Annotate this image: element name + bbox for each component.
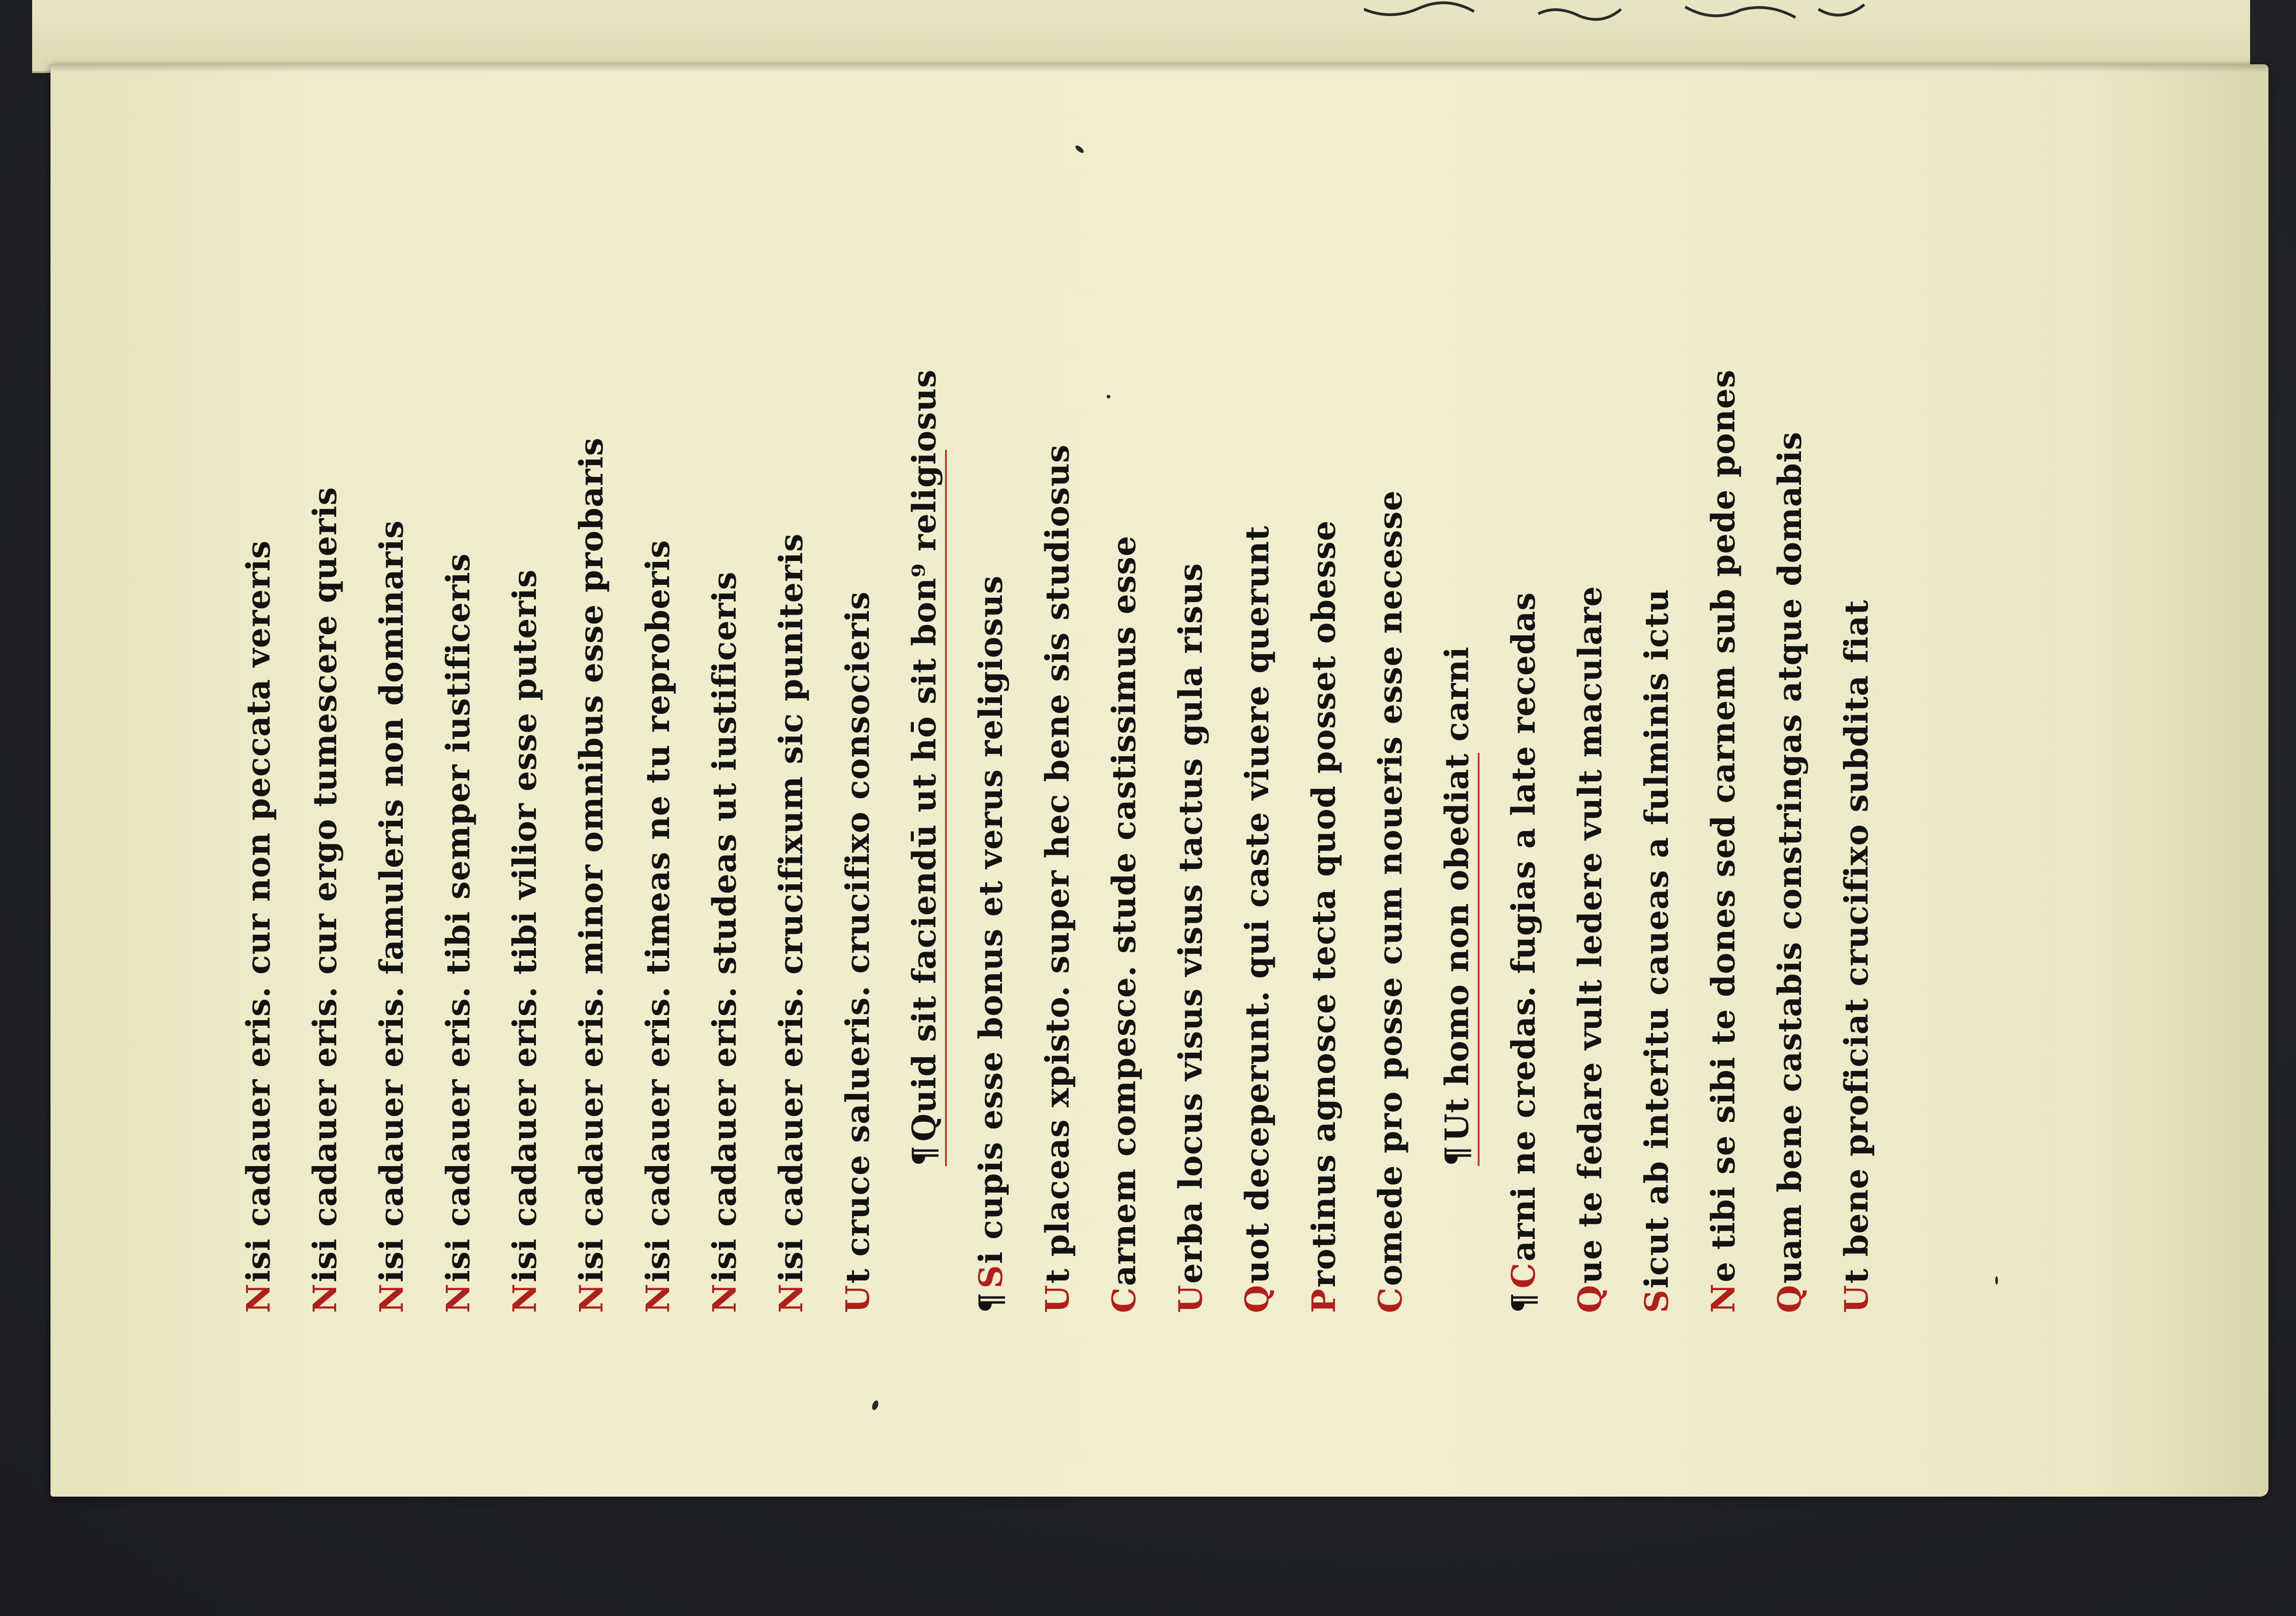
- text-line: [625, 340, 691, 1313]
- book-page: [51, 64, 2268, 1497]
- line-text: t cruce salueris. crucifixo consocieris: [838, 591, 877, 1284]
- text-line: [1157, 340, 1224, 1313]
- text-line: [1823, 340, 1890, 1313]
- rubricated-initial: U: [1038, 1284, 1076, 1313]
- line-text: isi cadauer eris. minor omnibus esse probaris: [572, 437, 610, 1283]
- rubricated-initial: C: [1105, 1287, 1143, 1313]
- rubricated-initial: U: [1171, 1284, 1210, 1313]
- pilcrow-icon: ¶: [1504, 1292, 1542, 1313]
- line-text: arni ne credas. fugias a late recedas: [1504, 592, 1542, 1262]
- line-text: arnem compesce. stude castissimus esse: [1105, 535, 1143, 1286]
- rubricated-initial: N: [439, 1283, 477, 1313]
- line-text: i cupis esse bonus et verus religiosus: [972, 575, 1010, 1264]
- line-text: Ut homo non obediat carni: [1438, 646, 1476, 1142]
- section-heading: [891, 340, 957, 1313]
- line-text: isi cadauer eris. famuleris non dominaris: [372, 520, 411, 1283]
- text-line: [1557, 340, 1623, 1313]
- handwritten-scribble: [1364, 0, 1869, 28]
- rubricated-initial: S: [1638, 1289, 1676, 1313]
- ink-speck: [1074, 144, 1085, 154]
- line-text: rotinus agnosce tecta quod posset obesse: [1305, 520, 1343, 1288]
- ink-speck: [1995, 1276, 1998, 1285]
- line-text: erba locus visus visus tactus gula risus: [1171, 562, 1210, 1284]
- line-text: isi cadauer eris. cur ergo tumescere queris: [306, 487, 344, 1283]
- rubricated-initial: Q: [1238, 1285, 1276, 1313]
- line-text: uam bene castabis constringas atque domabis: [1771, 431, 1809, 1284]
- text-line: [691, 340, 758, 1313]
- text-line: [957, 340, 1024, 1313]
- text-line: [292, 340, 358, 1313]
- red-underline: [945, 450, 947, 1166]
- rubricated-initial: N: [239, 1283, 277, 1313]
- line-text: omede pro posse cum noueris esse necesse: [1371, 490, 1409, 1286]
- pilcrow-icon: ¶: [905, 1145, 943, 1166]
- text-line: [1756, 340, 1823, 1313]
- pilcrow-icon: ¶: [1438, 1145, 1476, 1166]
- rubricated-initial: C: [1371, 1287, 1409, 1313]
- text-line: [558, 340, 625, 1313]
- line-text: isi cadauer eris. cur non peccata vereris: [239, 540, 277, 1283]
- text-line: [1224, 340, 1290, 1313]
- rubricated-initial: P: [1305, 1288, 1343, 1313]
- rubricated-initial: U: [1837, 1284, 1875, 1313]
- rubricated-initial: N: [372, 1283, 411, 1313]
- line-text: e tibi se sibi te dones sed carnem sub pede pones: [1704, 369, 1742, 1283]
- text-line: [824, 340, 891, 1313]
- line-text: t bene proficiat crucifixo subdita fiat: [1837, 600, 1875, 1284]
- text-line: [425, 340, 491, 1313]
- line-text: t placeas xpisto. super hec bene sis studiosus: [1038, 444, 1076, 1284]
- printed-text-block: [225, 340, 1924, 1313]
- line-text: isi cadauer eris. tibi vilior esse puteris: [506, 569, 544, 1283]
- text-line: [491, 340, 558, 1313]
- text-line: [758, 340, 824, 1313]
- line-text: isi cadauer eris. crucifixum sic puniteris: [772, 533, 810, 1283]
- facing-page-edge: [32, 0, 2250, 73]
- text-line: [1091, 340, 1157, 1313]
- text-line: [358, 340, 425, 1313]
- rubricated-initial: N: [639, 1283, 677, 1313]
- line-text: uot deceperunt. qui caste viuere querunt: [1238, 525, 1276, 1284]
- text-line: [1490, 340, 1557, 1313]
- page-fold-shadow: [51, 64, 2268, 73]
- rubricated-initial: Q: [1571, 1285, 1609, 1313]
- line-text: ue te fedare vult ledere vult maculare: [1571, 585, 1609, 1284]
- text-line: [1623, 340, 1690, 1313]
- text-line: [225, 340, 292, 1313]
- rubricated-initial: N: [772, 1283, 810, 1313]
- red-underline: [1478, 753, 1480, 1166]
- rubricated-initial: N: [306, 1283, 344, 1313]
- line-text: icut ab interitu caueas a fulminis ictu: [1638, 589, 1676, 1289]
- text-line: [1357, 340, 1424, 1313]
- rubricated-initial: N: [1704, 1283, 1742, 1313]
- text-line: [1690, 340, 1756, 1313]
- rubricated-initial: C: [1504, 1262, 1542, 1289]
- line-text: Quid sit faciendū ut hō sit bon⁹ religiosus: [905, 369, 943, 1142]
- rubricated-initial: U: [838, 1284, 877, 1313]
- rubricated-initial: Q: [1771, 1285, 1809, 1313]
- rubricated-initial: N: [506, 1283, 544, 1313]
- rubricated-initial: S: [972, 1264, 1010, 1289]
- text-line: [1024, 340, 1091, 1313]
- ink-speck: [871, 1400, 880, 1411]
- text-line: [1290, 340, 1357, 1313]
- rubricated-initial: N: [572, 1283, 610, 1313]
- line-text: isi cadauer eris. timeas ne tu reproberis: [639, 539, 677, 1283]
- rubricated-initial: N: [705, 1283, 743, 1313]
- pilcrow-icon: ¶: [972, 1292, 1010, 1313]
- line-text: isi cadauer eris. tibi semper iustificeris: [439, 553, 477, 1283]
- section-heading: [1424, 340, 1490, 1313]
- line-text: isi cadauer eris. studeas ut iustificeris: [705, 571, 743, 1283]
